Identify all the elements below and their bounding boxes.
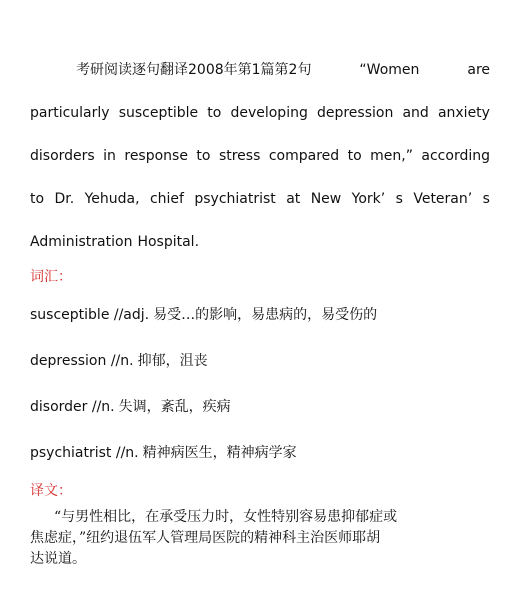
passage-word: in	[103, 148, 116, 164]
passage-word: and	[402, 105, 429, 121]
passage-word: according	[421, 148, 490, 164]
passage-word: at	[286, 191, 301, 207]
passage-word: Administration	[30, 234, 133, 250]
passage-word: chief	[149, 191, 184, 207]
passage-word: depression	[316, 105, 394, 121]
passage-word: particularly	[30, 105, 110, 121]
passage-line-3	[30, 147, 490, 165]
passage-word: to	[30, 191, 45, 207]
vocab-item	[30, 306, 377, 324]
passage-word: psychiatrist	[194, 191, 276, 207]
vocab-word: depression //n.	[30, 353, 134, 369]
passage-word: Veteran’	[413, 191, 473, 207]
translation-line: “与男性相比，在承受压力时，女性特别容易患抑郁症或	[54, 509, 398, 525]
passage-word: 考研阅读逐句翻译2008年第1篇第2句	[76, 62, 312, 78]
passage-word: Dr.	[54, 191, 75, 207]
vocab-item	[30, 444, 297, 462]
passage-word: New	[310, 191, 342, 207]
vocab-word: susceptible //adj.	[30, 307, 150, 323]
vocab-definition: 精神病医生，精神病学家	[142, 445, 297, 461]
vocab-definition: 易受…的影响，易患病的，易受伤的	[153, 307, 378, 323]
passage-word: York’	[351, 191, 386, 207]
passage-word: susceptible	[118, 105, 199, 121]
passage-word: to	[196, 148, 211, 164]
passage-line-2	[30, 104, 490, 122]
vocab-item	[30, 398, 231, 416]
vocab-item	[30, 352, 208, 370]
translation-line: 达说道。	[30, 551, 86, 567]
passage-word: developing	[230, 105, 308, 121]
vocab-word: psychiatrist //n.	[30, 445, 139, 461]
passage-word: anxiety	[437, 105, 490, 121]
passage-word: to	[347, 148, 362, 164]
translation-line: 焦虑症，”纽约退伍军人管理局医院的精神科主治医师耶胡	[30, 530, 381, 546]
passage-word: are	[467, 62, 490, 78]
passage-word: s	[482, 191, 490, 207]
vocab-heading: 词汇：	[30, 269, 72, 285]
passage-line-1	[30, 61, 490, 79]
translation-heading: 译文：	[30, 483, 72, 499]
passage-line-4	[30, 190, 490, 208]
passage-word: Yehuda,	[84, 191, 140, 207]
passage-word: response	[124, 148, 188, 164]
passage-word: s	[395, 191, 403, 207]
passage-word: disorders	[30, 148, 95, 164]
passage-word: “Women	[359, 62, 420, 78]
passage-word: Hospital.	[137, 234, 200, 250]
passage-word: men,”	[370, 148, 413, 164]
vocab-definition: 失调，紊乱，疾病	[118, 399, 231, 415]
passage-word: to	[207, 105, 222, 121]
passage-word: stress	[218, 148, 261, 164]
passage-line-5	[30, 233, 490, 251]
vocab-word: disorder //n.	[30, 399, 115, 415]
vocab-definition: 抑郁，沮丧	[137, 353, 208, 369]
passage-word: compared	[268, 148, 340, 164]
